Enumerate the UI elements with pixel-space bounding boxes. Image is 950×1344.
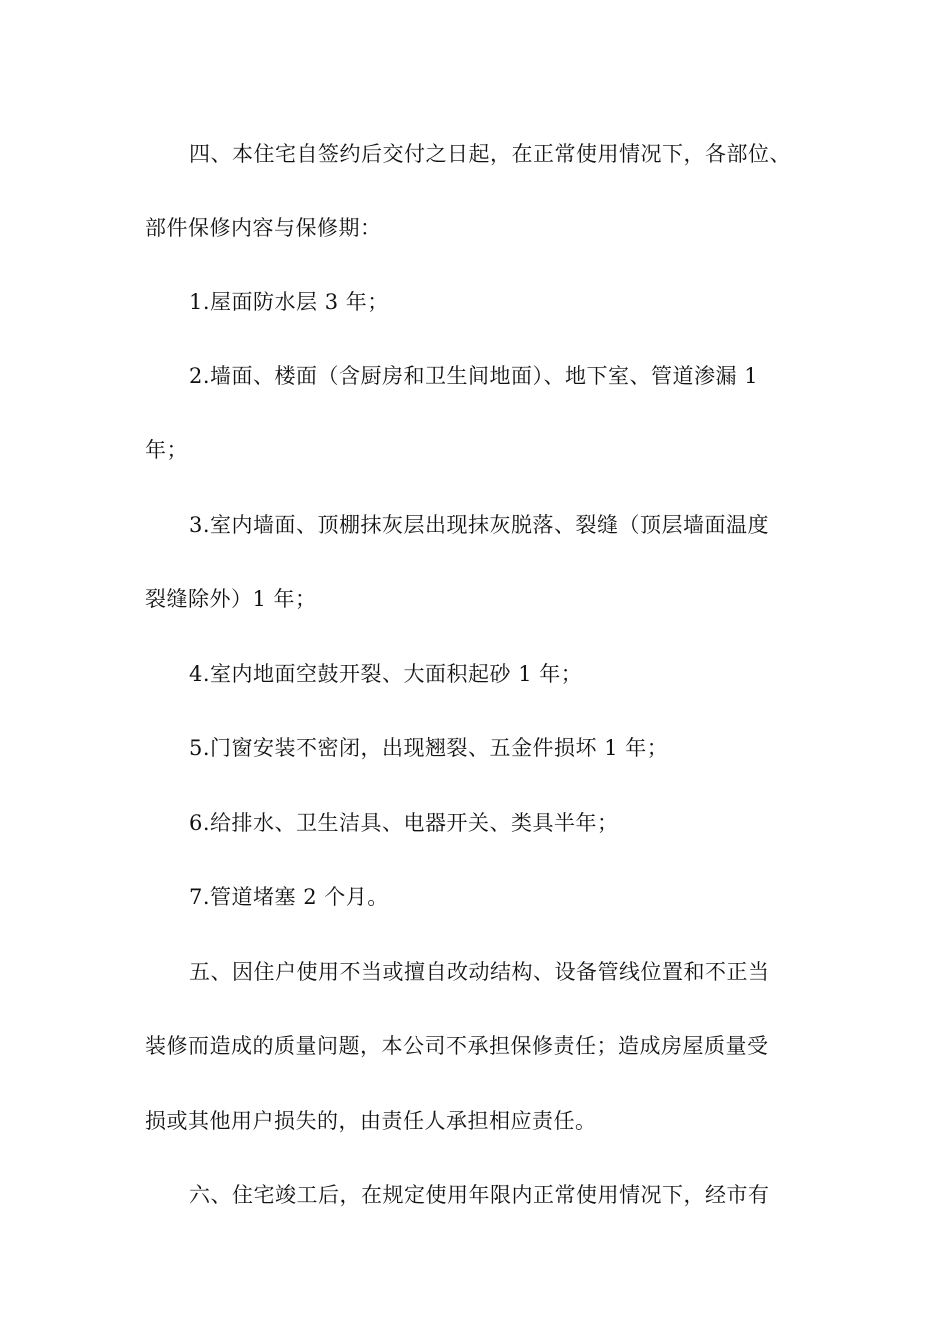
text-line: 装修而造成的质量问题，本公司不承担保修责任；造成房屋质量受	[145, 1034, 769, 1058]
text-line: 2.墙面、楼面（含厨房和卫生间地面）、地下室、管道渗漏 1	[189, 364, 759, 388]
text-line: 7.管道堵塞 2 个月。	[189, 885, 389, 909]
text-line: 部件保修内容与保修期：	[145, 216, 382, 240]
text-line: 5.门窗安装不密闭，出现翘裂、五金件损坏 1 年；	[189, 736, 669, 760]
text-line: 损或其他用户损失的，由责任人承担相应责任。	[145, 1109, 597, 1133]
text-line: 4.室内地面空鼓开裂、大面积起砂 1 年；	[189, 662, 583, 686]
text-line: 年；	[145, 438, 188, 462]
text-line: 六、住宅竣工后，在规定使用年限内正常使用情况下，经市有	[189, 1183, 770, 1207]
text-line: 五、因住户使用不当或擅自改动结构、设备管线位置和不正当	[189, 960, 770, 984]
text-line: 3.室内墙面、顶棚抹灰层出现抹灰脱落、裂缝（顶层墙面温度	[189, 513, 770, 537]
text-line: 6.给排水、卫生洁具、电器开关、类具半年；	[189, 811, 619, 835]
text-line: 裂缝除外）1 年；	[145, 587, 317, 611]
text-line: 1.屋面防水层 3 年；	[189, 290, 389, 314]
text-line: 四、本住宅自签约后交付之日起，在正常使用情况下，各部位、	[189, 142, 791, 166]
